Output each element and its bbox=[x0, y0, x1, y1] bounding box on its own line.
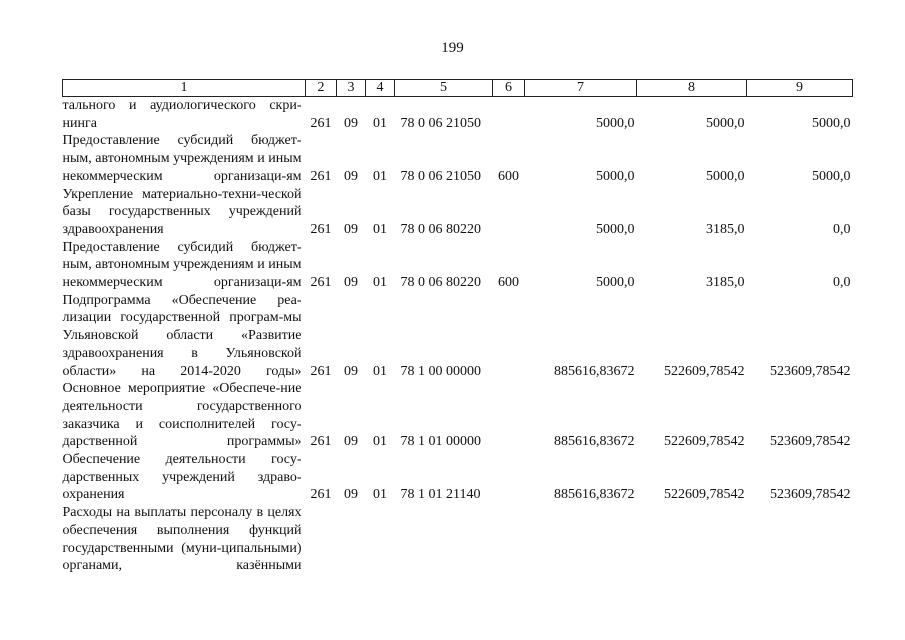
cell-target-article: 78 0 06 80220 bbox=[400, 275, 481, 291]
cell-amount-col8: 3185,0 bbox=[706, 221, 745, 237]
cell-amount-col8: 522609,78542 bbox=[664, 434, 745, 450]
cell-amount-col7 bbox=[525, 504, 637, 575]
cell-amount-col7: 885616,83672 bbox=[554, 487, 635, 503]
cell-subsection bbox=[366, 504, 395, 575]
cell-target-article: 78 0 06 80220 bbox=[400, 221, 481, 237]
cell-admin-code: 261 bbox=[310, 168, 332, 184]
cell-expense-type bbox=[493, 504, 525, 575]
cell-expense-type bbox=[493, 97, 525, 133]
cell-section: 09 bbox=[344, 168, 358, 184]
cell-admin-code bbox=[306, 504, 337, 575]
row-name: Расходы на выплаты персоналу в целях обеспечения выполнения функций государственными (муни-ципальными) органами, казёнными bbox=[62, 505, 302, 574]
cell-target-article: 78 1 01 00000 bbox=[400, 434, 481, 450]
col-header-2: 2 bbox=[306, 80, 337, 97]
cell-subsection: 01 bbox=[373, 487, 387, 503]
cell-section: 09 bbox=[344, 487, 358, 503]
cell-amount-col8: 5000,0 bbox=[706, 115, 745, 131]
cell-subsection: 01 bbox=[373, 363, 387, 379]
table-row bbox=[63, 451, 853, 504]
col-header-4: 4 bbox=[366, 80, 395, 97]
table-row bbox=[63, 239, 853, 292]
row-name: Предоставление субсидий бюджет-ным, автономным учреждениям и иным некоммерческим организаци-ям bbox=[62, 239, 302, 291]
table-row bbox=[63, 380, 853, 451]
col-header-1: 1 bbox=[63, 80, 306, 97]
cell-target-article: 78 1 01 21140 bbox=[400, 487, 481, 503]
cell-section: 09 bbox=[344, 115, 358, 131]
table-row bbox=[63, 186, 853, 239]
cell-subsection: 01 bbox=[373, 275, 387, 291]
col-header-9: 9 bbox=[747, 80, 853, 97]
row-name: Подпрограмма «Обеспечение реа-лизации государственной програм-мы Ульяновской области «Развитие здравоохранения в Ульяновской области» на 2014-2020 годы» bbox=[62, 292, 302, 379]
cell-subsection: 01 bbox=[373, 168, 387, 184]
row-name: Обеспечение деятельности госу-дарственных учреждений здраво-охранения bbox=[62, 452, 302, 503]
cell-expense-type bbox=[493, 186, 525, 239]
row-name: Предоставление субсидий бюджет-ным, автономным учреждениям и иным некоммерческим организаци-ям bbox=[62, 133, 302, 184]
table-row bbox=[63, 97, 853, 133]
cell-amount-col7: 5000,0 bbox=[596, 221, 635, 237]
table-row bbox=[63, 504, 853, 575]
row-name: Основное мероприятие «Обеспече-ние деятельности государственного заказчика и соисполнителей госу-дарственной программы» bbox=[62, 381, 302, 450]
cell-admin-code: 261 bbox=[310, 487, 332, 503]
cell-subsection: 01 bbox=[373, 221, 387, 237]
cell-section: 09 bbox=[344, 221, 358, 237]
cell-target-article: 78 1 00 00000 bbox=[400, 363, 481, 379]
col-header-3: 3 bbox=[337, 80, 366, 97]
cell-amount-col7: 5000,0 bbox=[596, 168, 635, 184]
cell-amount-col9: 0,0 bbox=[833, 221, 851, 237]
cell-target-article: 78 0 06 21050 bbox=[400, 115, 481, 131]
cell-admin-code: 261 bbox=[310, 363, 332, 379]
col-header-7: 7 bbox=[525, 80, 637, 97]
cell-amount-col8 bbox=[637, 504, 747, 575]
cell-expense-type: 600 bbox=[498, 275, 519, 291]
cell-expense-type bbox=[493, 380, 525, 451]
cell-amount-col7: 885616,83672 bbox=[554, 434, 635, 450]
cell-section: 09 bbox=[344, 434, 358, 450]
col-header-5: 5 bbox=[395, 80, 493, 97]
col-header-8: 8 bbox=[637, 80, 747, 97]
cell-target-article: 78 0 06 21050 bbox=[400, 168, 481, 184]
cell-expense-type bbox=[493, 292, 525, 381]
cell-amount-col9: 0,0 bbox=[833, 275, 851, 291]
cell-amount-col7: 885616,83672 bbox=[554, 363, 635, 379]
cell-expense-type: 600 bbox=[498, 168, 519, 184]
cell-target-article bbox=[395, 504, 493, 575]
cell-amount-col7: 5000,0 bbox=[596, 275, 635, 291]
cell-amount-col9: 5000,0 bbox=[812, 168, 851, 184]
cell-amount-col9: 523609,78542 bbox=[770, 487, 851, 503]
budget-table bbox=[62, 79, 853, 575]
table-row bbox=[63, 292, 853, 381]
cell-amount-col9: 523609,78542 bbox=[770, 434, 851, 450]
header-row bbox=[63, 80, 853, 97]
cell-subsection: 01 bbox=[373, 115, 387, 131]
cell-admin-code: 261 bbox=[310, 221, 332, 237]
cell-section bbox=[337, 504, 366, 575]
cell-amount-col8: 522609,78542 bbox=[664, 487, 745, 503]
cell-expense-type bbox=[493, 451, 525, 504]
table-row bbox=[63, 132, 853, 185]
cell-section: 09 bbox=[344, 363, 358, 379]
col-header-6: 6 bbox=[493, 80, 525, 97]
cell-amount-col8: 5000,0 bbox=[706, 168, 745, 184]
cell-amount-col8: 3185,0 bbox=[706, 275, 745, 291]
cell-amount-col9: 523609,78542 bbox=[770, 363, 851, 379]
cell-amount-col9 bbox=[747, 504, 853, 575]
cell-admin-code: 261 bbox=[310, 434, 332, 450]
cell-admin-code: 261 bbox=[310, 275, 332, 291]
cell-amount-col9: 5000,0 bbox=[812, 115, 851, 131]
cell-amount-col8: 522609,78542 bbox=[664, 363, 745, 379]
row-name: Укрепление материально-техни-ческой базы государственных учреждений здравоохранения bbox=[62, 186, 302, 237]
cell-admin-code: 261 bbox=[310, 115, 332, 131]
cell-subsection: 01 bbox=[373, 434, 387, 450]
cell-section: 09 bbox=[344, 275, 358, 291]
row-name: тального и аудиологического скри-нинга bbox=[62, 98, 302, 131]
cell-amount-col7: 5000,0 bbox=[596, 115, 635, 131]
page-number: 199 bbox=[441, 40, 464, 56]
